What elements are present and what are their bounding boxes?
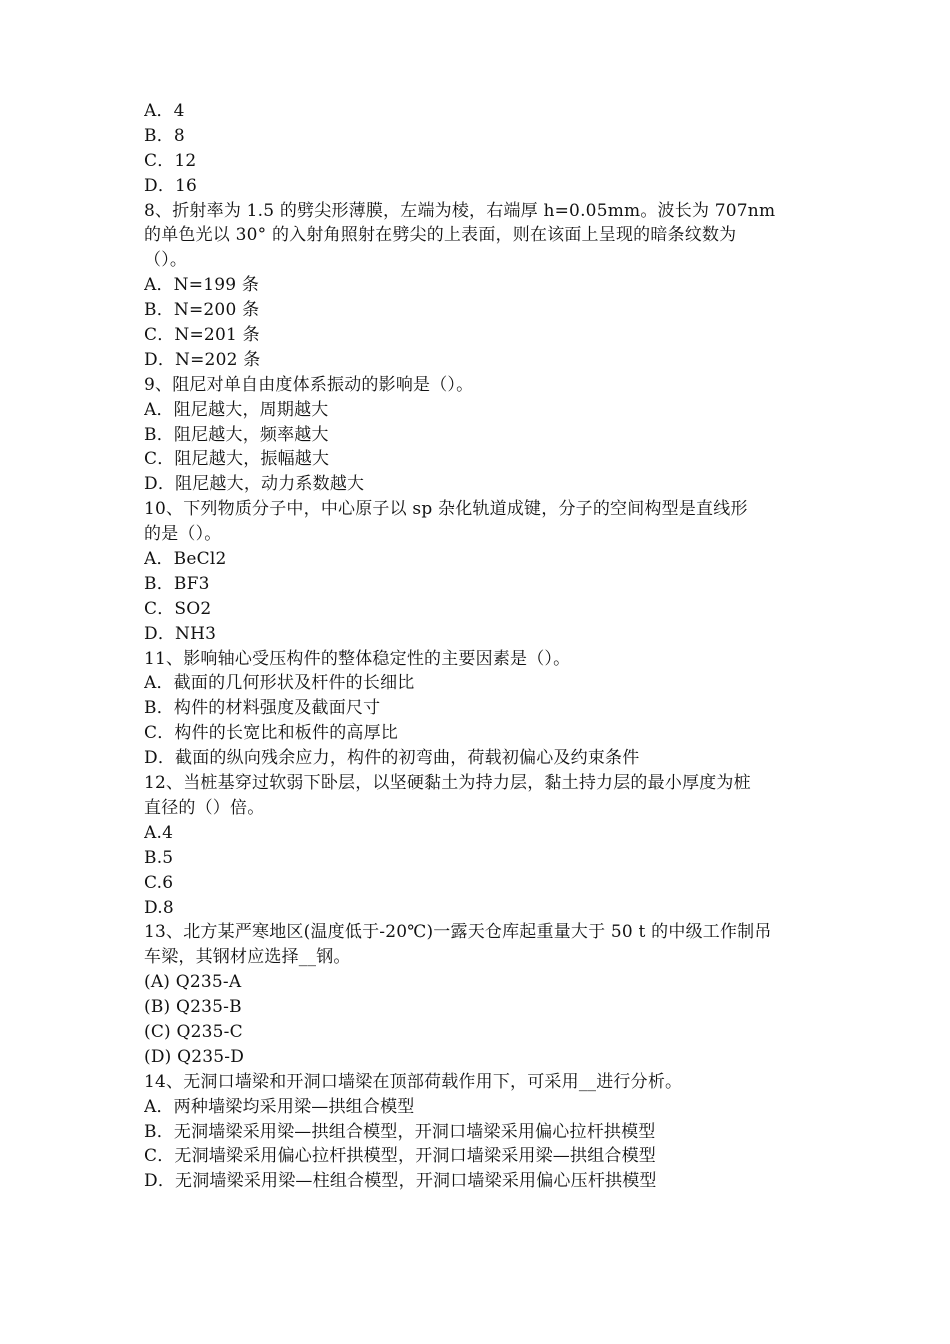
option-line: (A) Q235-A [144, 972, 242, 993]
question-12-text: 直径的（）倍。 [144, 797, 265, 818]
option-line: D．N=202 条 [144, 349, 261, 370]
option-line: B．BF3 [144, 573, 210, 594]
option-line: D．16 [144, 175, 198, 196]
option-line: D．阻尼越大，动力系数越大 [144, 474, 365, 495]
option-line: A．4 [144, 101, 185, 121]
question-10-text: 的是（）。 [144, 524, 222, 545]
option-line: C．N=201 条 [144, 325, 260, 346]
option-line: C.6 [144, 872, 174, 893]
option-line: (D) Q235-D [144, 1046, 245, 1067]
question-14-text: 14、无洞口墙梁和开洞口墙梁在顶部荷载作用下，可采用__进行分析。 [144, 1071, 683, 1092]
question-9-text: 9、阻尼对单自由度体系振动的影响是（）。 [144, 374, 474, 395]
question-8-text: 8、折射率为 1.5 的劈尖形薄膜，左端为棱，右端厚 h=0.05mm。波长为 707nm [144, 200, 776, 221]
option-line: (B) Q235-B [144, 997, 242, 1018]
option-line: C．SO2 [144, 598, 212, 619]
option-line: D.8 [144, 897, 174, 918]
option-line: C．阻尼越大，振幅越大 [144, 449, 330, 470]
option-line: B．N=200 条 [144, 300, 260, 321]
option-line: B．构件的材料强度及截面尺寸 [144, 698, 381, 719]
option-line: B．8 [144, 125, 185, 146]
option-line: C．12 [144, 150, 197, 171]
question-8-text: 的单色光以 30° 的入射角照射在劈尖的上表面，则在该面上呈现的暗条纹数为 [144, 225, 737, 246]
question-13-text: 车梁，其钢材应选择__钢。 [144, 947, 351, 968]
option-line: B．无洞墙梁采用梁—拱组合模型，开洞口墙梁采用偏心拉杆拱模型 [144, 1121, 656, 1142]
option-line: A．BeCl2 [144, 549, 227, 570]
question-11-text: 11、影响轴心受压构件的整体稳定性的主要因素是（）。 [144, 648, 571, 669]
option-line: A．两种墙梁均采用梁—拱组合模型 [144, 1096, 415, 1117]
question-10-text: 10、下列物质分子中，中心原子以 sp 杂化轨道成键，分子的空间构型是直线形 [144, 499, 748, 520]
option-line: A．阻尼越大，周期越大 [144, 399, 329, 420]
option-line: D．无洞墙梁采用梁—柱组合模型，开洞口墙梁采用偏心压杆拱模型 [144, 1171, 657, 1192]
question-8-text: （）。 [144, 250, 188, 271]
option-line: B.5 [144, 847, 174, 868]
option-line: C．构件的长宽比和板件的高厚比 [144, 723, 399, 744]
option-line: A．N=199 条 [144, 275, 260, 296]
option-line: B．阻尼越大，频率越大 [144, 424, 329, 445]
question-12-text: 12、当桩基穿过软弱下卧层，以坚硬黏土为持力层，黏土持力层的最小厚度为桩 [144, 773, 751, 794]
option-line: D．NH3 [144, 623, 217, 644]
option-line: C．无洞墙梁采用偏心拉杆拱模型，开洞口墙梁采用梁—拱组合模型 [144, 1146, 657, 1167]
option-line: D．截面的纵向残余应力，构件的初弯曲，荷载初偏心及约束条件 [144, 748, 640, 769]
option-line: A．截面的几何形状及杆件的长细比 [144, 673, 415, 694]
document-body [144, 99, 814, 1194]
option-line: (C) Q235-C [144, 1021, 243, 1042]
option-line: A.4 [144, 822, 174, 843]
question-13-text: 13、北方某严寒地区(温度低于-20℃)一露天仓库起重量大于 50 t 的中级工作制吊 [144, 922, 772, 943]
